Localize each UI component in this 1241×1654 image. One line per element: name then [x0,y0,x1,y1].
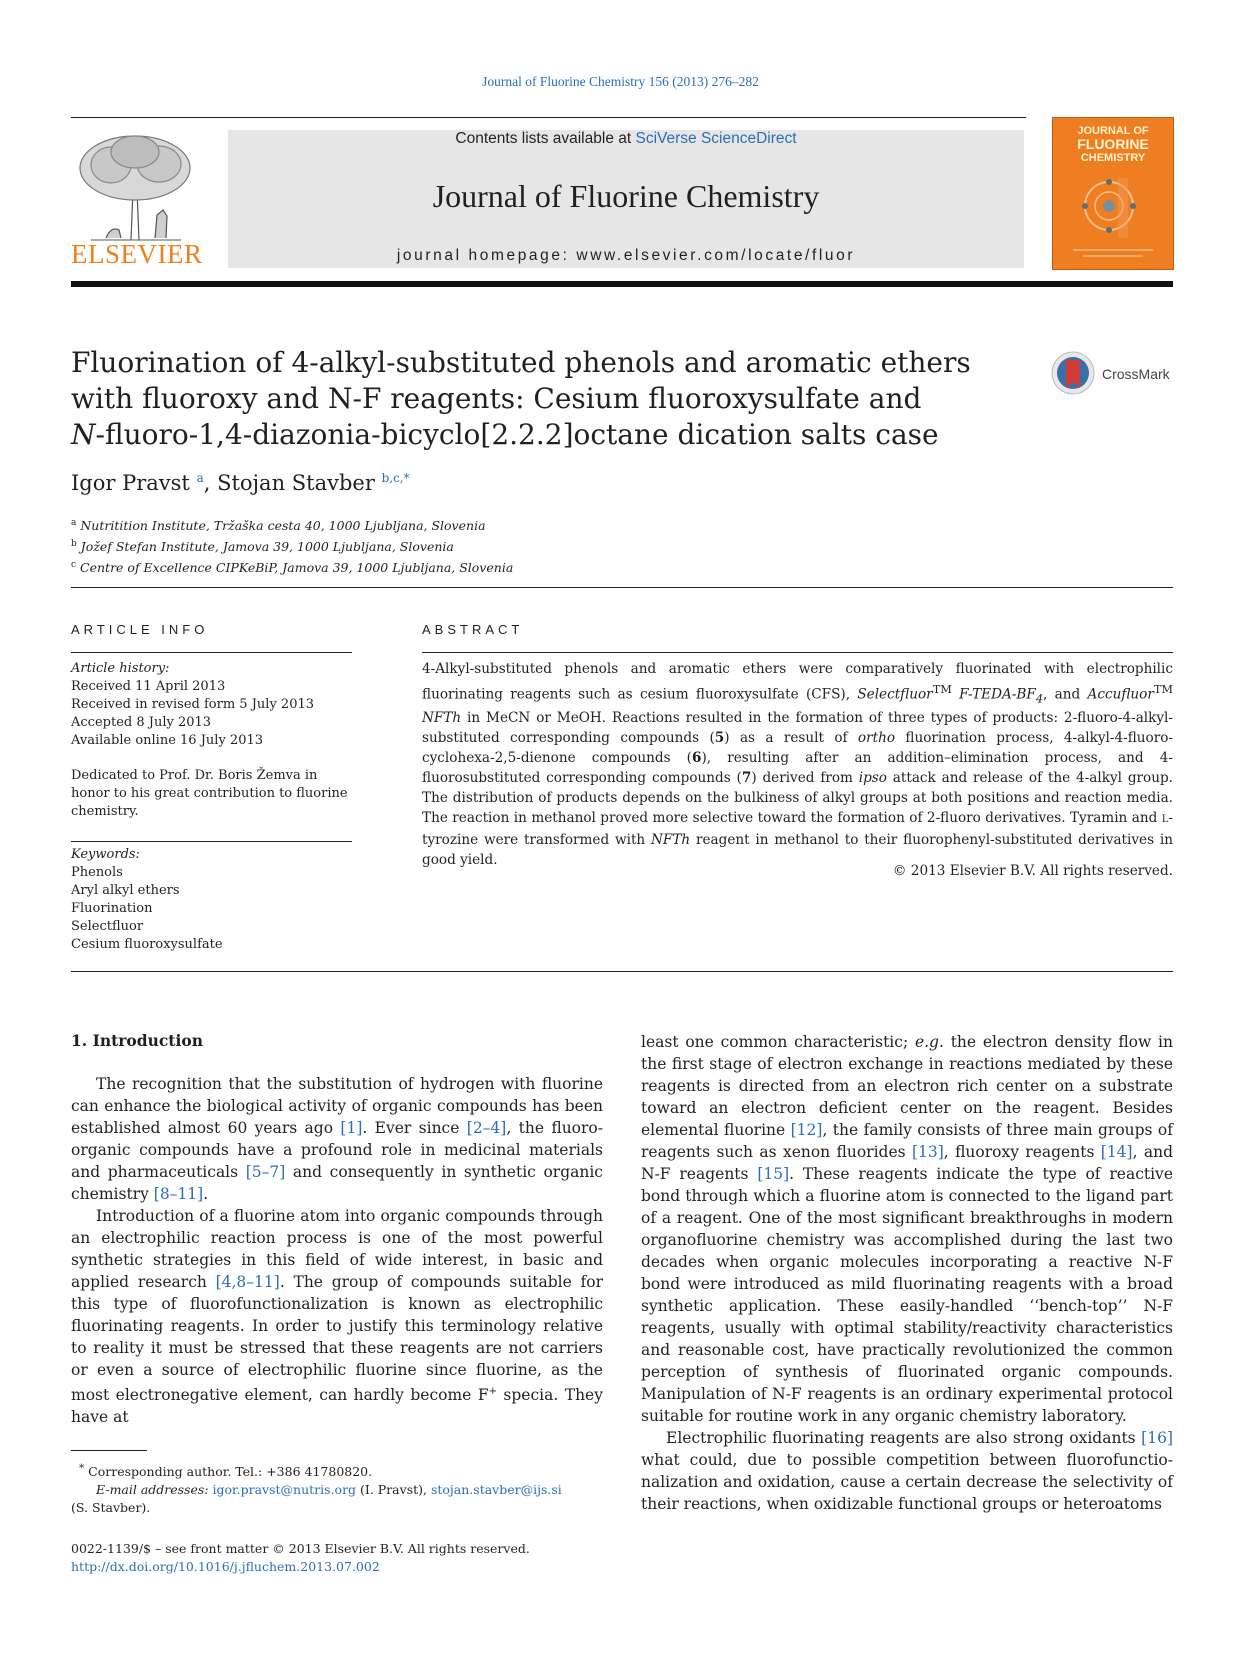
history-item: Received in revised form 5 July 2013 [71,697,315,712]
text-run: , the family consists of three main groups of reagents such as xenon fluorides [641,1121,1173,1161]
keyword: Phenols [71,865,123,880]
article-info-heading: ARTICLE INFO [71,622,209,637]
journal-homepage[interactable]: journal homepage: www.elsevier.com/locate/fluor [396,247,856,264]
author-name[interactable]: Igor Pravst [71,471,190,495]
footnotes [71,1459,603,1517]
citation-link[interactable]: [12] [790,1121,823,1139]
doi-link[interactable]: http://dx.doi.org/10.1016/j.jfluchem.2013.07.002 [71,1559,380,1574]
cover-title-line: FLUORINE [1077,136,1149,152]
author-affiliation-sup[interactable]: b,c,* [381,471,410,485]
abstract-text [422,659,1173,870]
citation-link[interactable]: [14] [1100,1143,1133,1161]
text-run: what could, due to possible competition between fluorofunctio-nalization and oxidation, cause a certain decrease the selectivity of their reactions, when oxidizable functional groups or heteroatoms [641,1451,1173,1513]
affiliation-sup: b [71,539,77,550]
compound-number: 5 [714,730,725,747]
abstract-segment: 4-Alkyl-substituted phenols and aromatic ethers were comparatively fluorinated with electrophilic fluorinating reagents such as cesium fluoroxysulfate (CFS), [422,661,1173,703]
keywords [71,846,352,954]
article-info-rule [71,652,352,653]
body-column-left [71,1031,603,1428]
affiliation-text: Nutritition Institute, Tržaška cesta 40, 1000 Ljubljana, Slovenia [80,518,486,534]
keywords-rule [71,841,352,842]
abstract-rule [422,652,1173,653]
keyword: Aryl alkyl ethers [71,883,180,898]
dedication: Dedicated to Prof. Dr. Boris Žemva in honor to his great contribution to fluorine chemistry. [71,768,348,819]
abstract-italic: NFTh [651,832,691,849]
history-item: Accepted 8 July 2013 [71,715,212,730]
abstract-segment: , and [1043,686,1088,703]
affiliation-rule [71,587,1173,588]
abstract-italic: Selectfluor [857,686,933,703]
email-label: E-mail addresses: [96,1482,209,1498]
abstract-segment: ) as a result of [724,730,858,747]
cover-title-line: CHEMISTRY [1080,152,1146,164]
text-run: , fluoroxy reagents [943,1143,1101,1161]
citation-link[interactable]: [4,8–11] [215,1273,280,1291]
text-run: . The group of compounds suitable for this type of fluorofunctionalization is known as electrophilic fluorinating reagents. In order to justify this terminology relative to reality it must be stressed that these reagents are not carriers or even a source of electrophilic fluorine since fluorine, as the most electronegative element, can hardly become F [71,1273,603,1405]
affiliation [71,514,513,535]
elsevier-wordmark: ELSEVIER [71,239,203,269]
italic-text: e.g. [914,1033,944,1051]
keyword: Cesium fluoroxysulfate [71,937,223,952]
text-run: The recognition that the substitution of hydrogen with fluorine can enhance the biological activity of organic compounds has been established almost 60 years ago [71,1075,603,1137]
compound-number: 6 [691,750,702,767]
superscript: + [488,1386,497,1397]
section-heading: 1. Introduction [71,1031,203,1050]
abstract-italic: Accufluor [1087,686,1154,703]
atom-icon [1053,118,1173,269]
elsevier-logo [71,130,201,270]
paragraph [71,1205,603,1428]
email-owner: (S. Stavber). [71,1500,151,1516]
affiliation [71,535,513,556]
email-link[interactable]: stojan.stavber@ijs.si [430,1482,562,1498]
title-line [71,417,991,453]
footnote-text: Corresponding author. Tel.: +386 41780820. [84,1464,373,1480]
text-run: , and N-F reagents [641,1143,1174,1183]
title-line: with fluoroxy and N-F reagents: Cesium fluoroxysulfate and [71,382,922,415]
affiliation-list [71,514,513,577]
text-run: . Ever since [362,1119,467,1137]
title-italic-n: N [71,418,96,451]
text-run: specia. They have at [71,1386,603,1427]
abstract-segment: attack and release of the 4-alkyl group. The distribution of products depends on the bulkiness of alkyl groups at both positions and reaction media. The reaction in methanol proved more selective toward the formation of 2-fluoro derivatives. Tyramin and [422,770,1173,827]
front-matter [71,1540,631,1576]
citation-link[interactable]: [16] [1141,1429,1173,1447]
crossmark-icon [1050,350,1100,400]
history-label: Article history: [71,661,170,676]
body-rule [71,971,1173,972]
keyword: Fluorination [71,901,153,916]
text-run: and consequently in synthetic organic chemistry [71,1163,603,1203]
history-item: Received 11 April 2013 [71,679,226,694]
crossmark-button[interactable] [1050,350,1175,400]
sciencedirect-link[interactable]: SciVerse ScienceDirect [635,130,797,147]
text-run: Introduction of a fluorine atom into organic compounds through an electrophilic reaction process is one of the most powerful synthetic strategies in this field of wide interest, in basic and applied research [71,1207,603,1291]
tree-icon [71,130,201,242]
header-thick-rule [71,281,1173,287]
paragraph [71,1073,603,1205]
journal-title: Journal of Fluorine Chemistry [432,178,820,214]
citation-link[interactable]: [1] [340,1119,363,1137]
text-run: Electrophilic fluorinating reagents are also strong oxidants [666,1429,1142,1447]
abstract-sub: 4 [1035,691,1044,706]
history-item: Available online 16 July 2013 [71,733,264,748]
abstract-tm: TM [1153,682,1173,696]
email-note [71,1481,603,1499]
author-affiliation-sup[interactable]: a [196,471,204,485]
affiliation-text: Jožef Stefan Institute, Jamova 39, 1000 Ljubljana, Slovenia [80,539,454,555]
article-history [71,660,352,750]
abstract-italic: ortho [857,730,896,747]
copyright-notice: © 2013 Elsevier B.V. All rights reserved. [892,863,1173,879]
keyword: Selectfluor [71,919,144,934]
text-run: the electron density flow in the first stage of electron exchange in reactions mediated by these reagents is directed from an electron rich center on a substrate toward an electron deficient center on the reagent. Besides elemental fluorine [641,1033,1173,1139]
crossmark-label: CrossMark [1102,366,1170,382]
email-link[interactable]: igor.pravst@nutris.org [212,1482,357,1498]
abstract-heading: ABSTRACT [422,622,524,637]
abstract-italic: NFTh [422,710,462,727]
text-run: least one common characteristic; [641,1033,915,1051]
affiliation [71,556,513,577]
author-separator: , [203,471,218,495]
title-line-rest: -fluoro-1,4-diazonia-bicyclo[2.2.2]octane dication salts case [95,418,939,451]
abstract-segment: ) derived from [751,770,859,787]
email-owner: (I. Pravst), [356,1482,431,1498]
article-title [71,345,991,453]
citation-link[interactable]: [15] [757,1165,790,1183]
abstract-segment: ), resulting after an addition–elimination process, and 4-fluorosubstituted corresponding compounds ( [422,750,1173,787]
journal-citation-link[interactable]: Journal of Fluorine Chemistry 156 (2013) 276–282 [482,74,759,89]
compound-number: 7 [741,770,752,787]
citation-link[interactable]: [8–11] [153,1185,204,1203]
author-list [71,471,410,495]
footnote-star: * [79,1462,85,1474]
citation-link[interactable]: [5–7] [245,1163,286,1181]
abstract-tm: TM [932,682,952,696]
journal-header-banner [228,130,1024,268]
issn-line: 0022-1139/$ – see front matter © 2013 Elsevier B.V. All rights reserved. [71,1541,530,1556]
title-line: Fluorination of 4-alkyl-substituted phenols and aromatic ethers [71,346,971,379]
affiliation-sup: a [71,518,77,528]
citation-link[interactable]: [2–4] [466,1119,507,1137]
affiliation-text: Centre of Excellence CIPKeBiP, Jamova 39, 1000 Ljubljana, Slovenia [80,560,514,576]
contents-line [228,130,1024,148]
footnote-rule [71,1450,147,1451]
abstract-italic: F-TEDA-BF [959,686,1036,703]
text-run: . [203,1185,209,1203]
text-run: . These reagents indicate the type of reactive bond through which a fluorine atom is connected to the ligand part of a reagent. One of the most significant breakthroughs in modern organofluorine chemistry was accomplished during the last two decades when organic molecules incorporating a reactive N-F bond were introduced as mild fluorinating reagents with a broad synthetic application. These easily-handled ‘‘bench-top’’ N-F reagents, usually with optimal stability/reactivity characteristics and reasonable cost, have practically revolutionized the common perception of synthesis of fluorinated organic compounds. Manipulation of N-F reagents is an ordinary experimental protocol suitable for routine work in any organic chemistry laboratory. [641,1165,1173,1425]
abstract-segment: reagent in methanol to their fluorophenyl-substituted derivatives in good yield. [422,832,1173,869]
cover-title-line: JOURNAL OF [1077,125,1149,137]
abstract-segment: fluorination process, 4-alkyl-4-fluoro-cyclohexa-2,5-dienone compounds ( [422,730,1173,767]
keywords-label: Keywords: [71,847,140,862]
abstract-italic: ipso [858,770,887,787]
journal-cover-image [1052,117,1174,270]
header-rule [71,117,1026,118]
author-name[interactable]: Stojan Stavber [217,471,375,495]
body-column-right [641,1031,1173,1515]
abstract-smallcaps: L [1161,814,1169,826]
affiliation-sup: c [71,560,77,571]
citation-link[interactable]: [13] [911,1143,944,1161]
abstract-segment: -tyrozine were transformed with [422,810,1173,849]
text-run: , the fluoro-organic compounds have a profound role in medicinal materials and pharmaceuticals [71,1119,603,1181]
corresponding-author-note [71,1459,603,1481]
paragraph [641,1031,1173,1427]
contents-prefix: Contents lists available at [455,130,636,147]
abstract-segment: in MeCN or MeOH. Reactions resulted in the formation of three types of products: 2-fluoro-4-alkyl-substituted corresponding compounds ( [422,710,1173,747]
paragraph [641,1427,1173,1515]
